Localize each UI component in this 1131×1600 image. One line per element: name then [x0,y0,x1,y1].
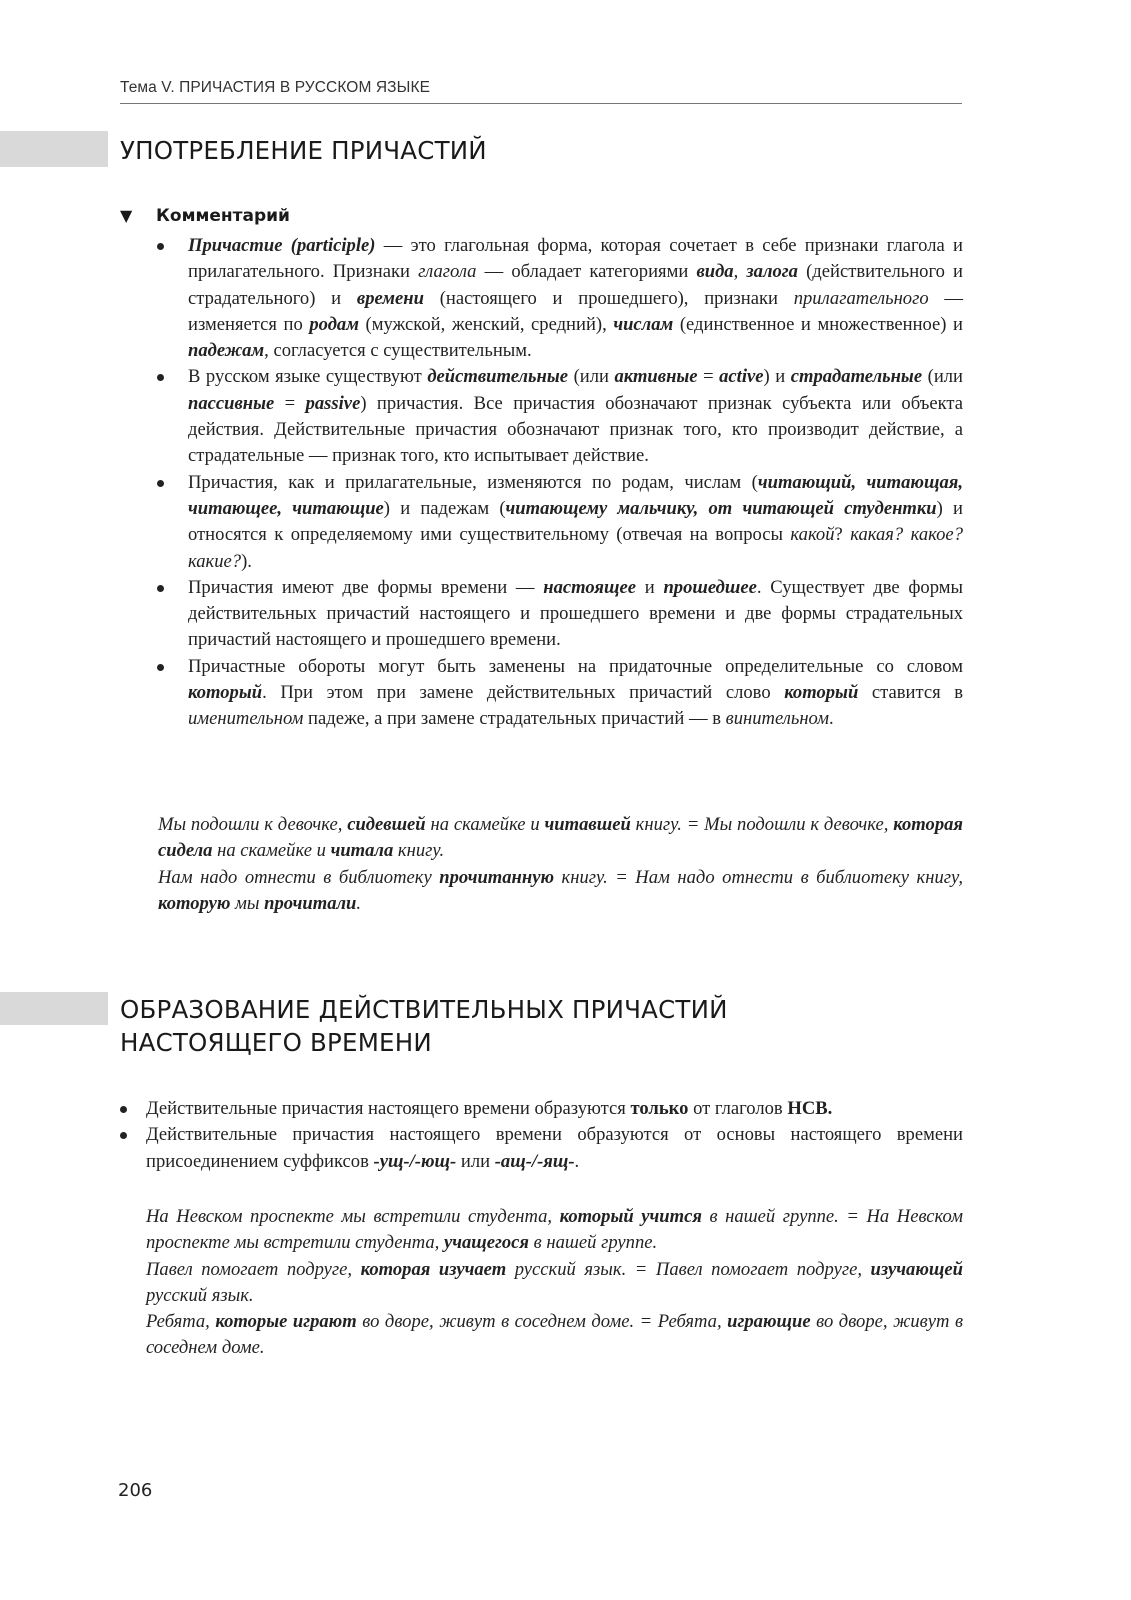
running-head: Тема V. ПРИЧАСТИЯ В РУССКОМ ЯЗЫКЕ [120,79,962,104]
bullet-text [188,366,963,466]
text-run: -ущ-/-ющ- [373,1150,457,1172]
text-run: страдательные [790,366,923,388]
text-run: active [719,366,764,388]
list-item [146,1096,963,1122]
section-title-usage: УПОТРЕБЛЕНИЕ ПРИЧАСТИЙ [120,136,487,165]
text-run: Мы подошли к девочке, [158,814,348,835]
text-run: . При этом при замене действительных причастий слово [262,682,785,704]
text-run: от глаголов [688,1098,788,1119]
text-run: Причастия, как и прилагательные, изменяются по родам, числам ( [188,471,758,493]
text-run: или [456,1150,495,1172]
text-run: которые играют [215,1311,357,1333]
text-run: на скамейке и [212,840,331,862]
text-run: , согласуется с существительным. [264,340,532,362]
bullet-text [146,1098,832,1119]
text-run: падежам [188,340,265,362]
bullet-icon [120,1106,127,1113]
text-run: глагола [418,261,477,283]
text-run: (единственное и множественное) и [673,313,964,335]
text-run: . [356,892,362,914]
formation-bullet-list [146,1096,963,1175]
text-run: ) и относятся к определяемому ими существительному (отвечая на вопросы [188,497,963,546]
text-run: Причастия имеют две формы времени — [188,576,544,598]
text-run: читающий, читающая, читающее, читающие [188,471,963,519]
text-run: Причастные обороты могут быть заменены на придаточные определительные со словом [188,655,963,677]
text-run: Нам надо отнести в библиотеку [158,866,440,888]
text-run: — это глагольная форма, которая сочетает в себе признаки глагола и прилагательного. Признаки [188,235,963,283]
text-run: активные [614,366,698,388]
text-run: ? [834,524,851,546]
bullet-icon [157,243,164,250]
section-title-formation [120,993,980,1059]
list-item [188,654,963,733]
text-run: в нашей группе. [529,1232,658,1254]
bullet-icon [120,1132,127,1139]
example-sentence [146,1204,963,1257]
text-run: настоящее [543,576,636,598]
text-run: (действительного и страдательного) и [188,261,964,309]
text-run: который учится [559,1206,702,1227]
text-run: русский язык. = Павел помогает подруге, [506,1258,871,1280]
text-run: читавшей [544,814,631,835]
text-run: книгу. [393,840,445,862]
text-run: книгу. = Мы подошли к девочке, [630,814,894,835]
formation-examples [146,1204,963,1362]
list-item [188,364,963,469]
text-run: = [697,366,720,388]
text-run: Павел помогает подруге, [146,1258,361,1280]
text-run: прочитанную [439,866,555,888]
text-run: винительном [725,708,830,730]
text-run: , [733,261,747,283]
text-run: на скамейке и [425,814,545,835]
text-run: passive [305,392,361,414]
commentary-bullet-list [188,233,963,733]
text-run: прошедшее [663,576,757,598]
text-run: русский язык. [146,1284,254,1306]
text-run: которую [158,892,231,914]
bullet-text [188,577,963,651]
bullet-text [188,656,963,730]
text-run: сидевшей [347,814,426,835]
list-item [188,233,963,364]
bullet-text [146,1124,963,1171]
comment-heading [120,206,290,226]
text-run: НСВ. [787,1098,833,1119]
text-run: и [635,576,664,598]
text-run: (настоящего и прошедшего), признаки [423,287,794,309]
text-run: именительном [188,708,304,730]
text-run: учащегося [443,1232,529,1254]
text-run: ) и падежам ( [383,497,506,519]
text-run: прочитали [264,892,357,914]
example-sentence [146,1309,963,1362]
text-run: ) причастия. Все причастия обозначают признак субъекта или объекта действия. Действительные причастия обозначают признак того, кто производит действие, а страдательные — признак того, кто испытывает действие. [188,392,963,467]
text-run: вида [696,261,734,283]
text-run: . [829,708,834,730]
list-item [188,470,963,575]
text-run: = [274,392,306,414]
text-run: какой [790,524,835,546]
list-item [188,575,963,654]
text-run: только [630,1098,689,1119]
comment-label: Комментарий [156,206,290,226]
text-run: залога [746,261,798,283]
text-run: — изменяется по [188,287,963,335]
section-title-line: НАСТОЯЩЕГО ВРЕМЕНИ [120,1028,432,1057]
text-run: времени [356,287,424,309]
text-run: числам [613,313,674,335]
text-run: книгу. = Нам надо отнести в библиотеку книгу, [554,866,963,888]
text-run: падеже, а при замене страдательных причастий — в [303,708,726,730]
text-run: . Существует две формы действительных причастий настоящего и прошедшего времени и две формы страдательных причастий настоящего и прошедшего времени. [188,576,963,651]
text-run: родам [309,313,359,335]
text-run: в нашей группе. = На Невском проспекте мы встретили студента, [146,1206,963,1254]
usage-examples [158,812,963,917]
text-run: действительные [427,366,569,388]
text-run: который [784,682,859,704]
text-run: пассивные [188,392,275,414]
example-sentence [158,865,963,918]
text-run: во дворе, живут в соседнем доме. = Ребята, [356,1311,728,1333]
page-number: 206 [118,1480,153,1501]
text-run: которая сидела [158,814,963,862]
text-run: -ащ-/-ящ- [494,1150,575,1172]
section-title-line: ОБРАЗОВАНИЕ ДЕЙСТВИТЕЛЬНЫХ ПРИЧАСТИЙ [120,995,728,1024]
text-run: (мужской, женский, средний), [358,313,614,335]
text-run: — обладает категориями [476,261,697,283]
text-run: читала [330,840,394,862]
text-run: который [188,682,263,704]
section-marker-bar [0,992,108,1025]
text-run: (или [568,366,615,388]
text-run: играющие [727,1311,811,1333]
text-run: во дворе, живут в соседнем доме. [146,1311,964,1359]
bullet-text [188,472,963,572]
bullet-icon [157,664,164,671]
text-run: Ребята, [146,1311,216,1333]
bullet-text [188,235,963,361]
text-run: Действительные причастия настоящего времени образуются [146,1098,631,1119]
text-run: На Невском проспекте мы встретили студента, [146,1206,560,1227]
text-run: какая? какое? какие? [188,524,963,572]
section-marker-bar [0,131,108,167]
text-run: которая изучает [360,1258,507,1280]
text-run: (или [922,366,963,388]
text-run: прилагательного [793,287,929,309]
example-sentence [158,812,963,865]
list-item [146,1122,963,1175]
example-sentence [146,1257,963,1310]
bullet-icon [157,480,164,487]
text-run: В русском языке существуют [188,366,428,388]
text-run: ставится в [858,682,964,704]
bullet-icon [157,585,164,592]
text-run: ) и [763,366,791,388]
triangle-down-icon: ▼ [120,206,133,225]
text-run: изучающей [870,1258,963,1280]
bullet-icon [157,374,164,381]
text-run: мы [230,892,265,914]
text-run: читающему мальчику, от читающей студентки [505,497,937,519]
text-run: Действительные причастия настоящего времени образуются от основы настоящего времени присоединением суффиксов [146,1124,963,1172]
text-run: Причастие (participle) [188,235,376,256]
text-run: . [574,1150,580,1172]
text-run: ). [241,550,252,572]
